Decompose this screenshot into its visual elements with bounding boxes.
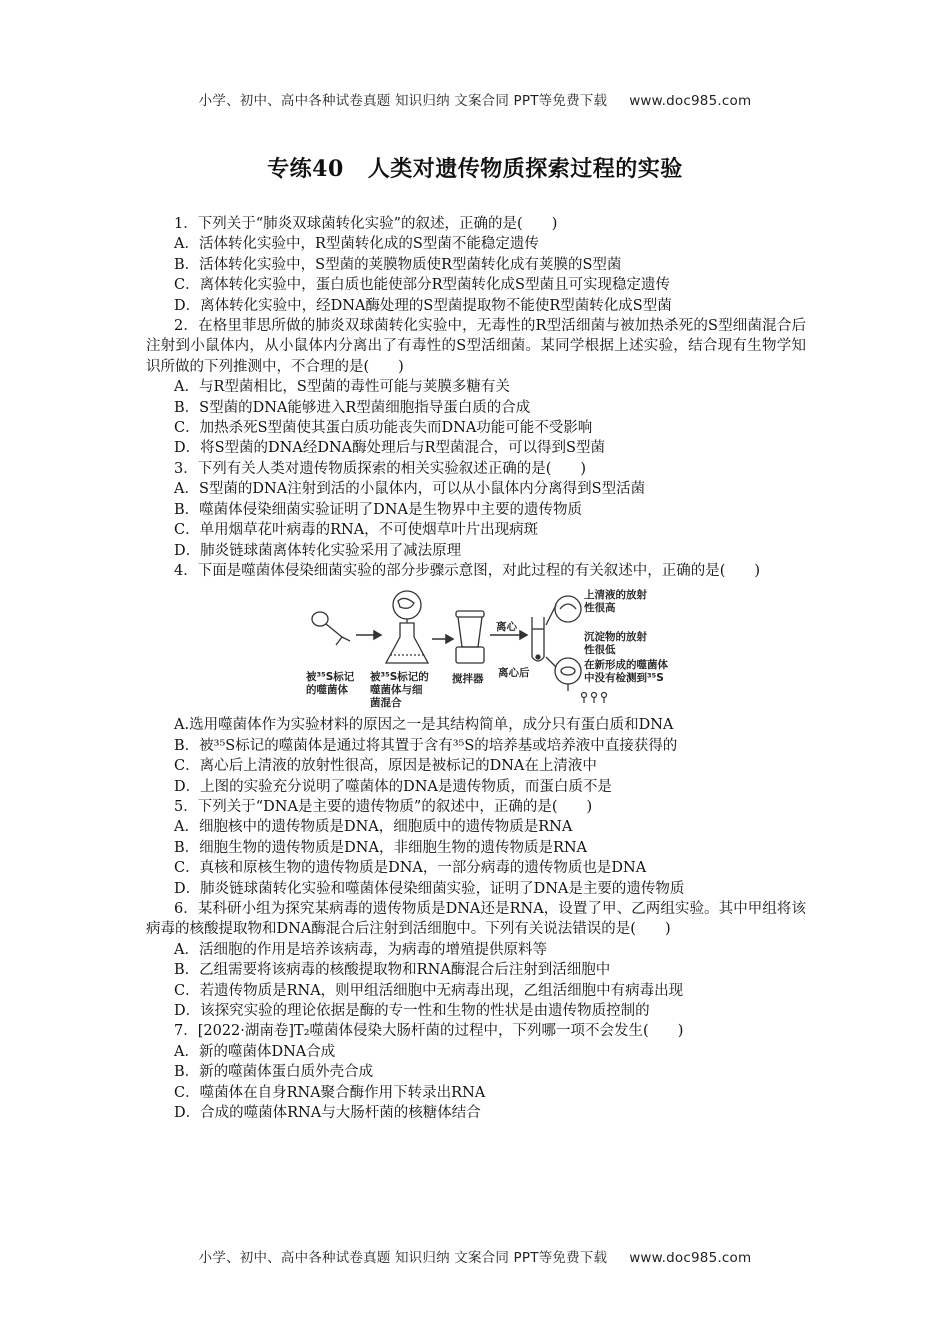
- flask-icon: [386, 591, 428, 663]
- question-stem: 5．下列关于“DNA是主要的遗传物质”的叙述中，正确的是( ): [174, 798, 593, 815]
- option-a: A.选用噬菌体作为实验材料的原因之一是其结构简单，成分只有蛋白质和DNA: [174, 717, 674, 734]
- option-b: B．活体转化实验中，S型菌的荚膜物质使R型菌转化成有荚膜的S型菌: [174, 256, 622, 273]
- label-centrifuge: 离心: [496, 621, 517, 634]
- option-d: D．将S型菌的DNA经DNA酶处理后与R型菌混合，可以得到S型菌: [174, 440, 605, 457]
- option-b: B．噬菌体侵染细菌实验证明了DNA是生物界中主要的遗传物质: [174, 501, 582, 518]
- label-mix: 被³⁵S标记的噬菌体与细菌混合: [370, 671, 429, 710]
- option-c: C．离体转化实验中，蛋白质也能使部分R型菌转化成S型菌且可实现稳定遗传: [174, 277, 670, 294]
- option-d: D．该探究实验的理论依据是酶的专一性和生物的性状是由遗传物质控制的: [174, 1003, 650, 1019]
- option-c: C．若遗传物质是RNA，则甲组活细胞中无病毒出现，乙组活细胞中有病毒出现: [174, 982, 684, 999]
- option-a: A．与R型菌相比，S型菌的毒性可能与荚膜多糖有关: [174, 379, 510, 396]
- question-stem: 4．下面是噬菌体侵染细菌实验的部分步骤示意图，对此过程的有关叙述中，正确的是( ): [174, 562, 761, 579]
- blender-icon: [456, 611, 484, 663]
- question-stem: 2．在格里菲思所做的肺炎双球菌转化实验中，无毒性的R型活细菌与被加热杀死的S型细菌混合后注射到小鼠体内，从小鼠体内分离出了有毒性的S型活细菌。某同学根据上述实验，结合现有生物学知识所做的下列推测中，不合理的是( ): [146, 318, 806, 375]
- page-footer: [0, 1246, 950, 1266]
- option-a: A．S型菌的DNA注射到活的小鼠体内，可以从小鼠体内分离得到S型活菌: [174, 481, 646, 498]
- option-c: C．噬菌体在自身RNA聚合酶作用下转录出RNA: [174, 1084, 486, 1101]
- label-blender: 搅拌器: [452, 673, 484, 686]
- header-text: 小学、初中、高中各种试卷真题 知识归纳 文案合同 PPT等免费下载: [198, 93, 608, 109]
- label-after-centrifuge: 离心后: [498, 667, 530, 680]
- option-b: B．被³⁵S标记的噬菌体是通过将其置于含有³⁵S的培养基或培养液中直接获得的: [174, 737, 678, 754]
- option-d: D．肺炎链球菌离体转化实验采用了减法原理: [174, 542, 462, 559]
- option-b: B．乙组需要将该病毒的核酸提取物和RNA酶混合后注射到活细胞中: [174, 962, 611, 979]
- question-stem: 7．[2022·湖南卷]T₂噬菌体侵染大肠杆菌的过程中，下列哪一项不会发生( ): [174, 1023, 684, 1040]
- option-a: A．细胞核中的遗传物质是DNA，细胞质中的遗传物质是RNA: [174, 819, 573, 836]
- option-d: D．肺炎链球菌转化实验和噬菌体侵染细菌实验，证明了DNA是主要的遗传物质: [174, 880, 685, 897]
- footer-text: 小学、初中、高中各种试卷真题 知识归纳 文案合同 PPT等免费下载: [198, 1250, 608, 1266]
- label-supernatant: 上清液的放射性很高: [584, 589, 647, 615]
- title-number: 专练40: [267, 156, 344, 182]
- question-stem: 1．下列关于“肺炎双球菌转化实验”的叙述，正确的是( ): [174, 216, 558, 232]
- footer-url[interactable]: www.doc985.com: [629, 1250, 752, 1266]
- pellet-icon: [555, 658, 581, 691]
- title-text: 人类对遗传物质探索过程的实验: [367, 156, 683, 182]
- header-url[interactable]: www.doc985.com: [629, 93, 752, 109]
- question-list: [146, 214, 806, 1123]
- supernatant-icon: [555, 596, 581, 622]
- option-b: B．细胞生物的遗传物质是DNA，非细胞生物的遗传物质是RNA: [174, 839, 588, 856]
- phage-experiment-figure: [146, 587, 806, 709]
- question-stem: 3．下列有关人类对遗传物质探索的相关实验叙述正确的是( ): [174, 460, 587, 477]
- label-phage: 被³⁵S标记的噬菌体: [306, 671, 355, 697]
- option-a: A．活细胞的作用是培养该病毒，为病毒的增殖提供原料等: [174, 941, 547, 958]
- phage-icon: [312, 612, 350, 645]
- page-title: [0, 152, 950, 183]
- page-header: [0, 89, 950, 109]
- option-b: B．新的噬菌体蛋白质外壳合成: [174, 1064, 374, 1081]
- arrow-icon: [432, 635, 453, 643]
- option-c: C．真核和原核生物的遗传物质是DNA，一部分病毒的遗传物质也是DNA: [174, 860, 647, 877]
- option-d: D．上图的实验充分说明了噬菌体的DNA是遗传物质，而蛋白质不是: [174, 778, 612, 795]
- question-stem: 6．某科研小组为探究某病毒的遗传物质是DNA还是RNA，设置了甲、乙两组实验。其中甲组将该病毒的核酸提取物和DNA酶混合后注射到活细胞中。下列有关说法错误的是( ): [146, 900, 806, 938]
- new-phage-icon: [582, 693, 607, 704]
- test-tube-icon: [532, 605, 556, 667]
- option-a: A．新的噬菌体DNA合成: [174, 1043, 336, 1060]
- option-c: C．加热杀死S型菌使其蛋白质功能丧失而DNA功能可能不受影响: [174, 420, 593, 437]
- option-c: C．离心后上清液的放射性很高，原因是被标记的DNA在上清液中: [174, 758, 597, 775]
- option-c: C．单用烟草花叶病毒的RNA，不可使烟草叶片出现病斑: [174, 522, 539, 539]
- option-d: D．合成的噬菌体RNA与大肠杆菌的核糖体结合: [174, 1105, 481, 1122]
- option-a: A．活体转化实验中，R型菌转化成的S型菌不能稳定遗传: [174, 236, 539, 253]
- arrow-icon: [356, 631, 381, 639]
- option-d: D．离体转化实验中，经DNA酶处理的S型菌提取物不能使R型菌转化成S型菌: [174, 297, 672, 314]
- label-pellet: 沉淀物的放射性很低: [584, 631, 647, 657]
- label-new-phage: 在新形成的噬菌体中没有检测到³⁵S: [584, 659, 668, 685]
- option-b: B．S型菌的DNA能够进入R型菌细胞指导蛋白质的合成: [174, 399, 531, 416]
